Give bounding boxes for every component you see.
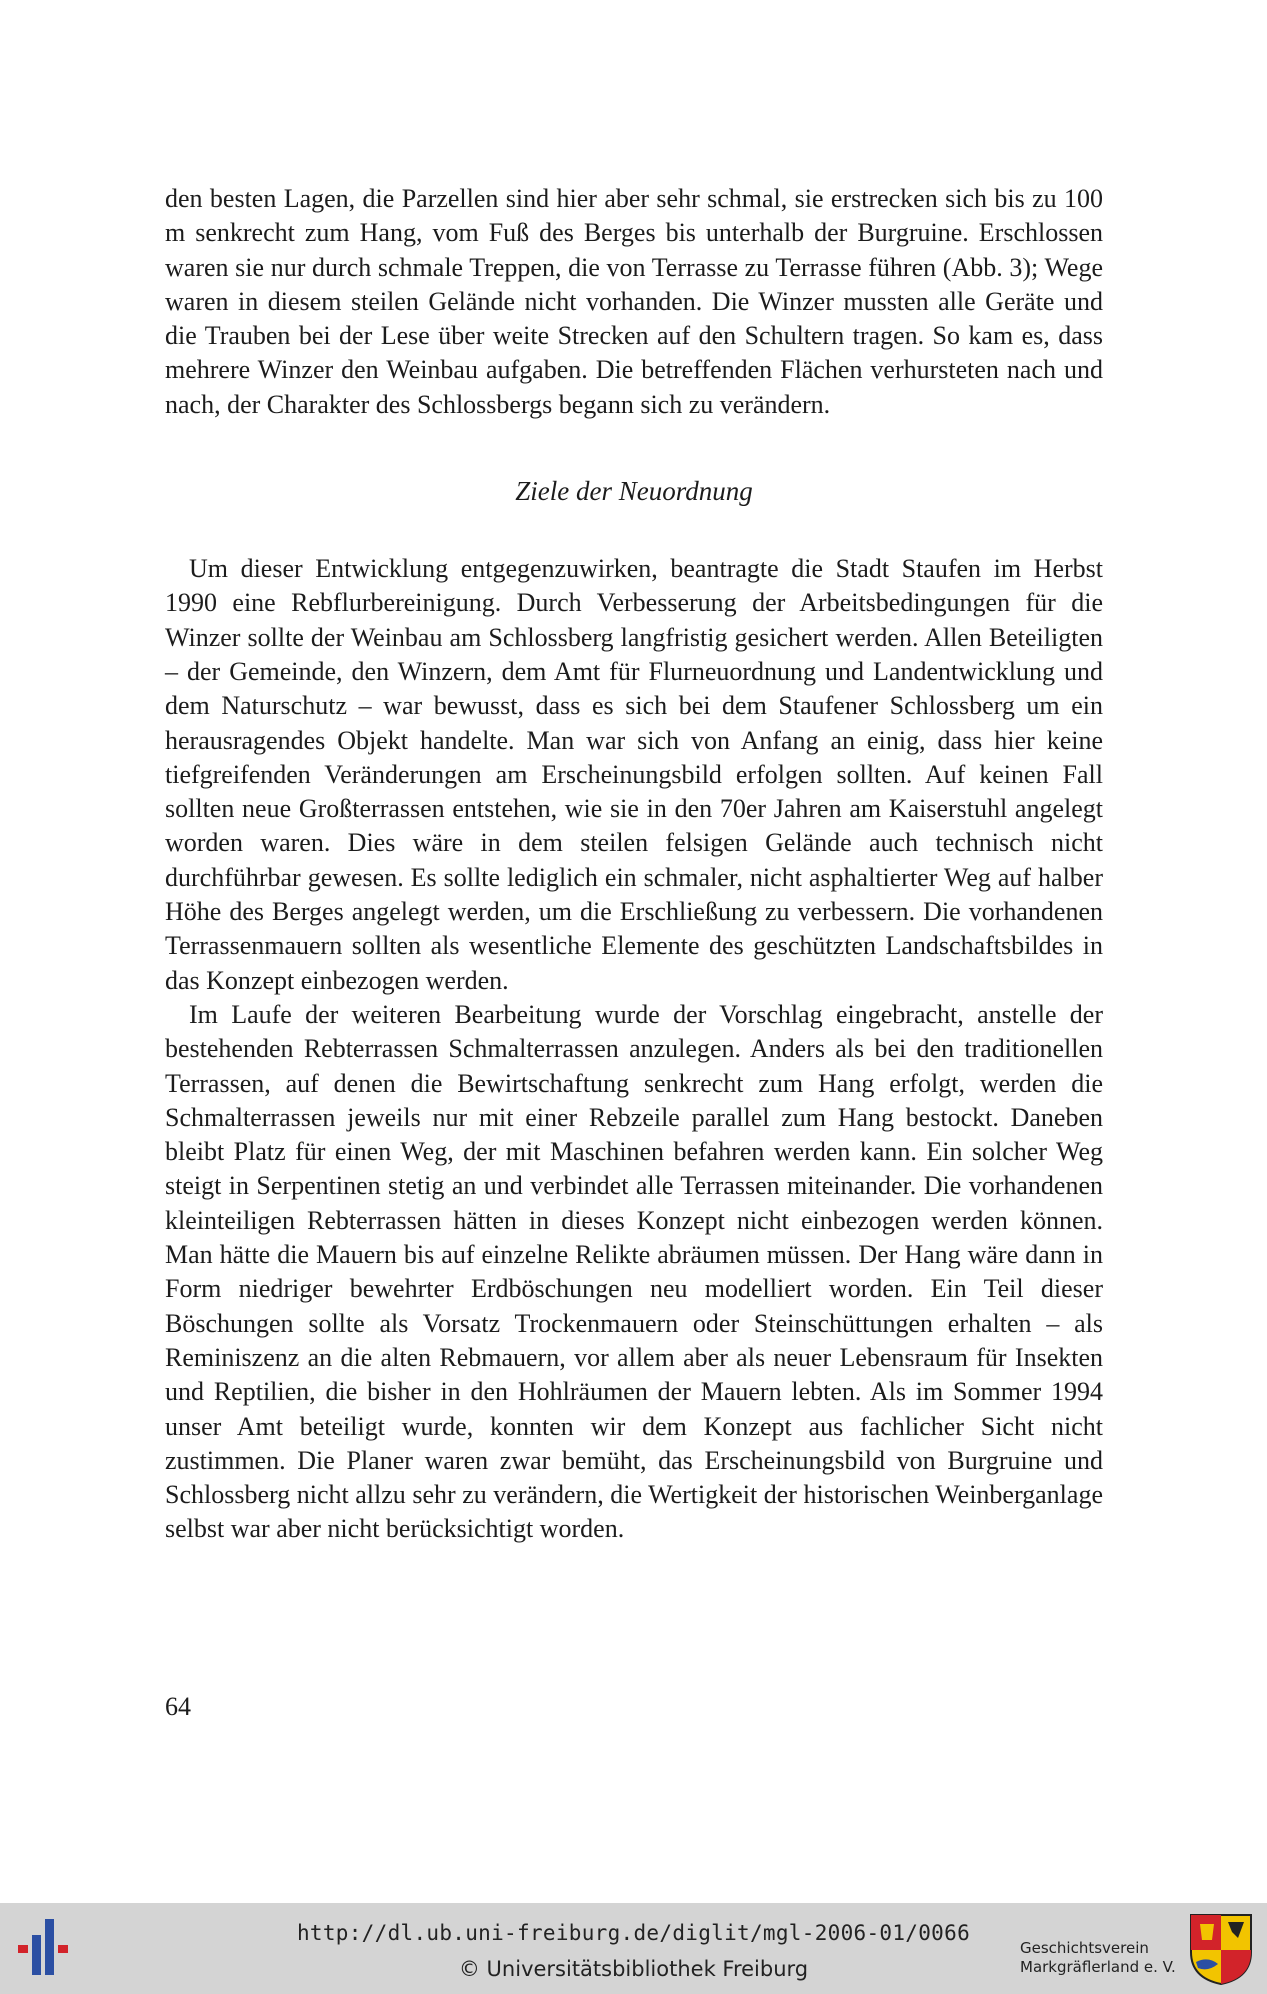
copyright-text: © Universitätsbibliothek Freiburg (458, 1957, 809, 1981)
paragraph: den besten Lagen, die Parzellen sind hier aber sehr schmal, sie erstrecken sich bis zu 100 m senkrecht zum Hang, vom Fuß des Berges bis unterhalb der Burgruine. Erschlossen waren sie nur durch schmale Treppen, die von Terrasse zu Terrasse führen (Abb. 3); Wege waren in diesem steilen Gelände nicht vorhanden. Die Winzer mussten alle Geräte und die Trauben bei der Lese über weite Strecken auf den Schultern tragen. So kam es, dass mehrere Winzer den Weinbau aufgaben. Die betreffenden Flächen verhursteten nach und nach, der Charakter des Schlossbergs begann sich zu verändern. (165, 184, 1103, 419)
section-heading: Ziele der Neuordnung (515, 476, 753, 507)
paragraph: Um dieser Entwicklung entgegenzuwirken, beantragte die Stadt Staufen im Herbst 1990 eine Rebflurbereinigung. Durch Verbesserung der Arbeitsbedingungen für die Winzer sollte der Weinbau am Schlossberg langfristig gesichert werden. Allen Beteiligten – der Gemeinde, den Winzern, dem Amt für Flurneuordnung und Landentwicklung und dem Naturschutz – war bewusst, dass es sich bei dem Staufener Schlossberg um ein herausragendes Objekt handelte. Man war sich von Anfang an einig, dass hier keine tiefgreifenden Veränderungen am Erscheinungsbild erfolgen sollten. Auf keinen Fall sollten neue Großterrassen entstehen, wie sie in den 70er Jahren am Kaiserstuhl angelegt worden waren. Dies wäre in dem steilen felsigen Gelände auch technisch nicht durchführbar gewesen. Es sollte lediglich ein schmaler, nicht asphaltierter Weg auf halber Höhe des Berges angelegt werden, um die Erschließung zu verbessern. Die vorhandenen Terrassenmauern sollten als wesentliche Elemente des geschützten Landschaftsbildes in das Konzept einbezogen werden. (165, 554, 1103, 995)
page-number: 64 (165, 1692, 191, 1721)
coat-of-arms-icon[interactable] (1188, 1912, 1254, 1986)
society-line: Markgräflerland e. V. (1020, 1958, 1176, 1976)
society-line: Geschichtsverein (1020, 1939, 1149, 1957)
document-url-link[interactable]: http://dl.ub.uni-freiburg.de/diglit/mgl-2006-01/0066 (296, 1921, 971, 1945)
paragraph: Im Laufe der weiteren Bearbeitung wurde der Vorschlag eingebracht, anstelle der bestehenden Rebterrassen Schmalterrassen anzulegen. Anders als bei den traditionellen Terrassen, auf denen die Bewirtschaftung senkrecht zum Hang erfolgt, werden die Schmalterrassen jeweils nur mit einer Rebzeile parallel zum Hang bestockt. Daneben bleibt Platz für einen Weg, der mit Maschinen befahren werden kann. Ein solcher Weg steigt in Serpentinen stetig an und verbindet alle Terrassen miteinander. Die vorhandenen kleinteiligen Rebterrassen hätten in dieses Konzept nicht einbezogen werden können. Man hätte die Mauern bis auf einzelne Relikte abräumen müssen. Der Hang wäre dann in Form niedriger bewehrter Erdböschungen neu modelliert worden. Ein Teil dieser Böschungen sollte als Vorsatz Trockenmauern oder Steinschüttungen erhalten – als Reminiszenz an die alten Rebmauern, vor allem aber als neuer Lebensraum für Insekten und Reptilien, die bisher in den Hohlräumen der Mauern lebten. Als im Sommer 1994 unser Amt beteiligt wurde, konnten wir dem Konzept aus fachlicher Sicht nicht zustimmen. Die Planer waren zwar bemüht, das Erscheinungsbild von Burgruine und Schlossberg nicht allzu sehr zu verändern, die Wertigkeit der historischen Weinberganlage selbst war aber nicht berücksichtigt worden. (165, 999, 1103, 1544)
body-text (165, 182, 1103, 1547)
footer-bar (0, 1903, 1267, 1994)
society-name (1020, 1939, 1176, 1977)
